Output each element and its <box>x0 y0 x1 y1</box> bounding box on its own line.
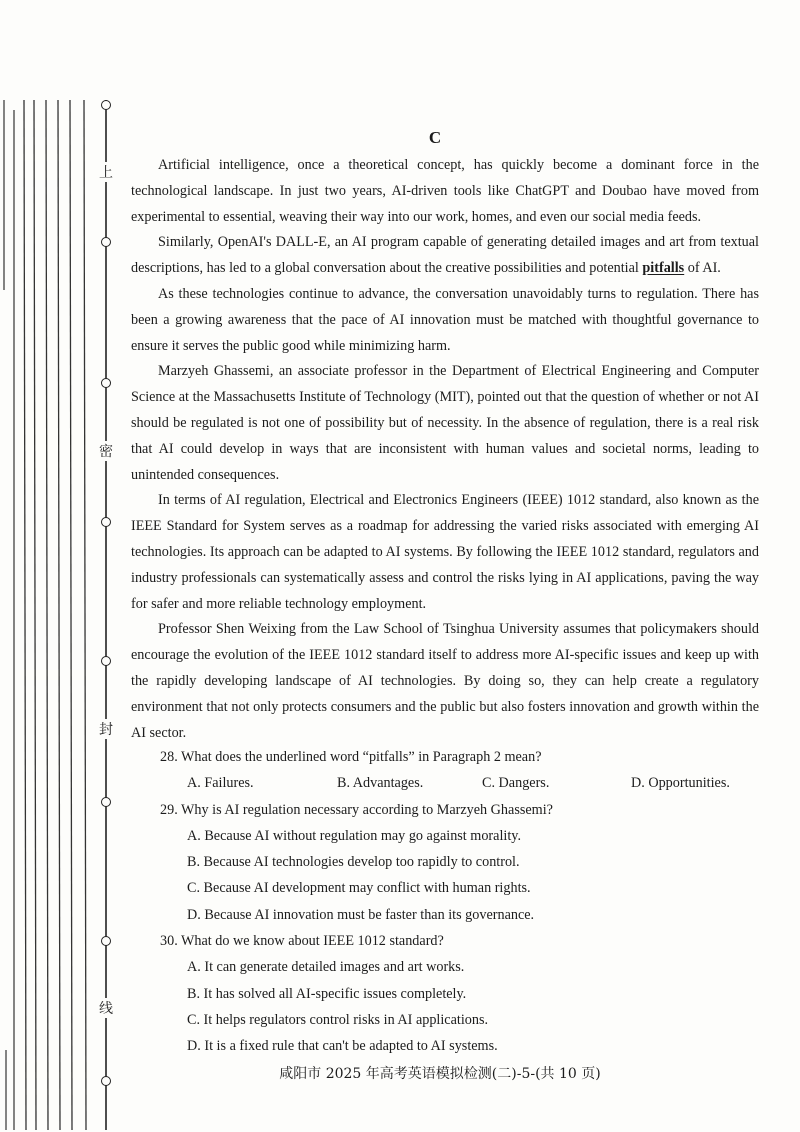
binding-label-feng: 封 <box>96 719 116 739</box>
question-30-option-d: D. It is a fixed rule that can't be adapted to AI systems. <box>187 1038 498 1055</box>
binding-label-mi: 密 <box>96 441 116 461</box>
paragraph-5: In terms of AI regulation, Electrical and Electronics Engineers (IEEE) 1012 standard, also known as the IEEE Standard for System serves as a roadmap for addressing the varied risks associated with emerging AI technologies. Its approach can be adapted to AI systems. By following the IEEE 1012 standard, regulators and industry professionals can systematically assess and control the risks lying in AI applications, paving the way for safer and more reliable technology employment. <box>131 492 759 612</box>
binding-hole-circle <box>101 517 111 527</box>
binding-label-shang: 上 <box>96 162 116 182</box>
question-28-options <box>187 770 760 796</box>
question-29-option-b: B. Because AI technologies develop too rapidly to control. <box>187 854 520 871</box>
binding-hole-circle <box>101 100 111 110</box>
question-28-option-a: A. Failures. <box>187 775 254 792</box>
question-30-option-a: A. It can generate detailed images and art works. <box>187 959 465 976</box>
question-29 <box>160 797 760 928</box>
binding-hole-circle <box>101 797 111 807</box>
underlined-word-pitfalls: pitfalls <box>642 260 685 277</box>
question-28 <box>160 744 760 797</box>
paragraph-3: As these technologies continue to advance, the conversation unavoidably turns to regulation. There has been a growing awareness that the pace of AI innovation must be matched with thoughtful governance to ensure it serves the public good while minimizing harm. <box>131 285 759 354</box>
question-list <box>160 744 760 1060</box>
binding-hole-circle <box>101 378 111 388</box>
binding-hole-circle <box>101 237 111 247</box>
question-28-option-b: B. Advantages. <box>337 775 424 792</box>
paragraph-6: Professor Shen Weixing from the Law School of Tsinghua University assumes that policymakers should encourage the evolution of the IEEE 1012 standard itself to address more AI-specific issues and keep up with the rapidly developing landscape of AI technologies. By doing so, they can help create a regulatory environment that not only protects consumers and the public but also fosters innovation and growth within the AI sector. <box>131 621 759 741</box>
question-30-option-b: B. It has solved all AI-specific issues completely. <box>187 985 467 1002</box>
paragraph-2-ending: of AI. <box>684 260 721 277</box>
question-28-stem: 28. What does the underlined word “pitfalls” in Paragraph 2 mean? <box>160 749 542 765</box>
question-28-option-d: D. Opportunities. <box>631 775 730 792</box>
section-heading: C <box>428 128 442 147</box>
binding-label-xian: 线 <box>96 998 116 1018</box>
question-29-option-d: D. Because AI innovation must be faster than its governance. <box>187 906 535 923</box>
question-30-option-c: C. It helps regulators control risks in AI applications. <box>187 1011 489 1028</box>
paragraph-4: Marzyeh Ghassemi, an associate professor in the Department of Electrical Engineering and Computer Science at the Massachusetts Institute of Technology (MIT), pointed out that the question of whether or not AI should be regulated is not one of possibility but of necessity. In the absence of regulation, there is a real risk that AI could develop in ways that are inconsistent with human values and societal norms, leading to unintended consequences. <box>131 363 759 483</box>
question-29-option-a: A. Because AI without regulation may go against morality. <box>187 827 521 844</box>
page-footer: 咸阳市 2025 年高考英语模拟检测(二)-5-(共 10 页) <box>279 1066 601 1082</box>
binding-hole-circle <box>101 656 111 666</box>
binding-hole-circle <box>101 936 111 946</box>
paragraph-1: Artificial intelligence, once a theoretical concept, has quickly become a dominant force in the technological landscape. In just two years, AI-driven tools like ChatGPT and Doubao have moved from experimental to essential, weaving their way into our work, homes, and even our social media feeds. <box>131 157 759 225</box>
question-30-stem: 30. What do we know about IEEE 1012 standard? <box>160 933 444 950</box>
paragraph-2 <box>131 230 759 282</box>
question-29-stem: 29. Why is AI regulation necessary according to Marzyeh Ghassemi? <box>160 801 553 818</box>
question-29-option-c: C. Because AI development may conflict with human rights. <box>187 880 531 897</box>
question-30 <box>160 928 760 1059</box>
paragraph-2-text: Similarly, OpenAI's DALL-E, an AI program capable of generating detailed images and art from textual descriptions, has led to a global conversation about the creative possibilities and potential <box>131 234 759 277</box>
question-28-option-c: C. Dangers. <box>482 775 550 792</box>
reading-passage <box>131 153 759 746</box>
